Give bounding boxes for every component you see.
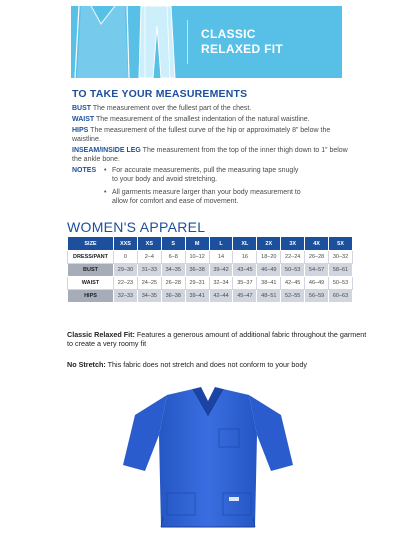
measurement-term: WAIST (72, 116, 95, 123)
classic-fit-label: Classic Relaxed Fit: (67, 330, 135, 339)
table-cell: 2–4 (137, 251, 161, 264)
table-cell: 60–63 (329, 290, 353, 303)
table-cell: 32–33 (114, 290, 138, 303)
measurement-item-hips (72, 126, 352, 144)
size-chart-table (67, 236, 353, 303)
table-cell: 34–35 (137, 290, 161, 303)
table-cell: 42–45 (281, 277, 305, 290)
row-header: HIPS (68, 290, 114, 303)
table-cell: 14 (209, 251, 233, 264)
table-cell: 50–53 (329, 277, 353, 290)
measurement-text: The measurement of the smallest indentation of the natural waistline. (96, 116, 310, 123)
table-cell: 54–57 (305, 264, 329, 277)
classic-fit-description (67, 330, 367, 348)
measurement-text: The measurement over the fullest part of the chest. (92, 105, 252, 112)
column-header: 3X (281, 237, 305, 251)
table-cell: 56–59 (305, 290, 329, 303)
measurement-item-inseam (72, 146, 352, 164)
table-cell: 26–28 (161, 277, 185, 290)
table-cell: 32–34 (209, 277, 233, 290)
table-cell: 6–8 (161, 251, 185, 264)
column-header: 2X (257, 237, 281, 251)
table-cell: 36–38 (161, 290, 185, 303)
measurement-text: The measurement from the top of the inner thigh down to 1” below the ankle bone. (72, 147, 348, 163)
measurement-term: HIPS (72, 127, 89, 134)
table-cell: 34–35 (161, 264, 185, 277)
measurement-term: BUST (72, 105, 92, 112)
banner-title-line2: RELAXED FIT (201, 42, 283, 56)
note-item: • All garments measure larger than your body measurement to allow for comfort and ease of movement. (104, 188, 304, 206)
table-cell: 48–51 (257, 290, 281, 303)
garment-silhouette-icon (71, 6, 187, 78)
measurement-heading: TO TAKE YOUR MEASUREMENTS (72, 88, 248, 100)
size-chart-header-row (68, 237, 353, 251)
row-header: WAIST (68, 277, 114, 290)
table-cell: 35–37 (233, 277, 257, 290)
table-cell: 29–31 (185, 277, 209, 290)
table-row (68, 290, 353, 303)
classic-fit-text: Features a generous amount of additional fabric throughout the garment to create a very roomy fit (67, 330, 367, 348)
no-stretch-text: This fabric does not stretch and does not conform to your body (105, 360, 307, 369)
scrub-top-image (115, 385, 301, 532)
note-item: • For accurate measurements, pull the measuring tape snugly to your body and avoid stretching. (104, 166, 304, 184)
table-cell: 50–53 (281, 264, 305, 277)
measurement-notes (72, 166, 352, 210)
column-header: 4X (305, 237, 329, 251)
table-cell: 36–38 (185, 264, 209, 277)
table-cell: 16 (233, 251, 257, 264)
measurement-term: INSEAM/INSIDE LEG (72, 147, 141, 154)
table-cell: 46–49 (305, 277, 329, 290)
apparel-title: WOMEN'S APPAREL (67, 219, 206, 235)
table-cell: 52–55 (281, 290, 305, 303)
table-cell: 38–41 (257, 277, 281, 290)
table-row (68, 251, 353, 264)
table-cell: 24–25 (137, 277, 161, 290)
no-stretch-label: No Stretch: (67, 360, 106, 369)
row-header: BUST (68, 264, 114, 277)
table-cell: 39–42 (209, 264, 233, 277)
column-header: XL (233, 237, 257, 251)
table-cell: 10–12 (185, 251, 209, 264)
measurement-instructions (72, 88, 352, 210)
table-row (68, 264, 353, 277)
table-cell: 43–45 (233, 264, 257, 277)
table-cell: 22–24 (281, 251, 305, 264)
table-cell: 18–20 (257, 251, 281, 264)
column-header: XXS (114, 237, 138, 251)
measurement-item-waist (72, 115, 352, 124)
column-header: SIZE (68, 237, 114, 251)
banner-title (187, 6, 342, 78)
column-header: 5X (329, 237, 353, 251)
column-header: L (209, 237, 233, 251)
no-stretch-description (67, 360, 367, 369)
measurement-text: The measurement of the fullest curve of the hip or approximately 8” below the waistline. (72, 127, 331, 143)
column-header: S (161, 237, 185, 251)
notes-list (104, 166, 304, 210)
table-cell: 46–49 (257, 264, 281, 277)
table-cell: 30–32 (329, 251, 353, 264)
notes-label: NOTES (72, 167, 97, 174)
column-header: XS (137, 237, 161, 251)
row-header: DRESS/PANT (68, 251, 114, 264)
table-cell: 0 (114, 251, 138, 264)
table-cell: 42–44 (209, 290, 233, 303)
column-header: M (185, 237, 209, 251)
fit-banner (71, 6, 342, 78)
table-cell: 22–23 (114, 277, 138, 290)
table-row (68, 277, 353, 290)
table-cell: 31–33 (137, 264, 161, 277)
table-cell: 58–61 (329, 264, 353, 277)
measurement-item-bust (72, 104, 352, 113)
banner-title-line1: CLASSIC (201, 27, 256, 41)
table-cell: 26–28 (305, 251, 329, 264)
table-cell: 29–30 (114, 264, 138, 277)
table-cell: 39–41 (185, 290, 209, 303)
table-cell: 45–47 (233, 290, 257, 303)
